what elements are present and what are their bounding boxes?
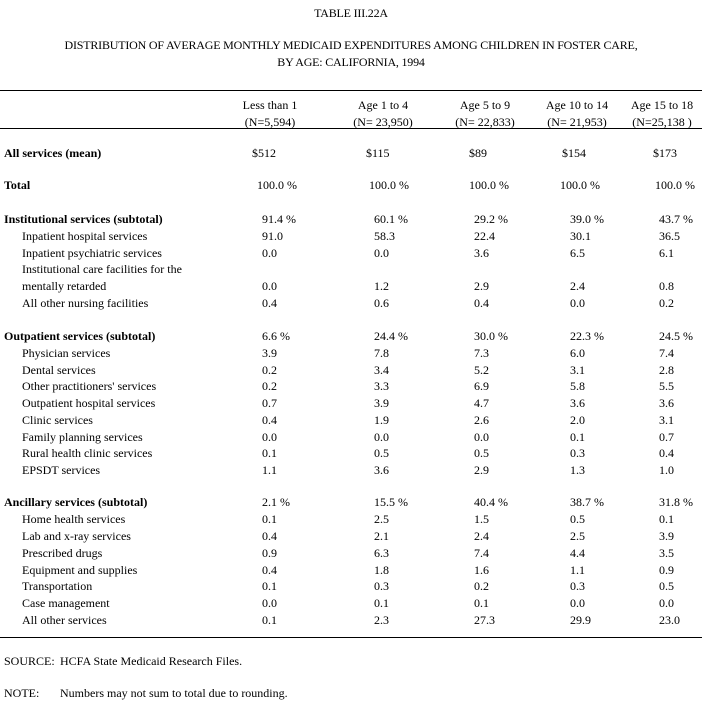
cell: 58.3 [374, 229, 395, 243]
row-label: Home health services [22, 512, 126, 526]
cell: 3.5 [659, 546, 674, 560]
cell: 0.7 [659, 430, 674, 444]
cell: 0.1 [262, 512, 277, 526]
cell: 0.2 [262, 363, 277, 377]
cell: 3.9 [374, 396, 389, 410]
cell: 4.4 [570, 546, 585, 560]
cell: 1.3 [570, 463, 585, 477]
table-row [0, 595, 702, 612]
cell: 3.4 [374, 363, 389, 377]
table-row [0, 612, 702, 629]
table-row-label-continued [0, 261, 702, 278]
top-rule [0, 90, 702, 91]
cell: 2.4 [474, 529, 489, 543]
cell: 3.6 [570, 396, 585, 410]
cell: 3.1 [659, 413, 674, 427]
cell: 0.2 [659, 296, 674, 310]
cell: 3.6 [474, 246, 489, 260]
cell: 3.6 [659, 396, 674, 410]
cell: 0.9 [262, 546, 277, 560]
cell: 0.4 [262, 413, 277, 427]
cell: 7.3 [474, 346, 489, 360]
cell: 7.4 [659, 346, 674, 360]
cell: 39.0 % [570, 212, 604, 226]
cell: 29.9 [570, 613, 591, 627]
cell: $512 [252, 146, 276, 160]
column-header-label: Age 10 to 14 [545, 98, 609, 112]
cell: 0.0 [570, 296, 585, 310]
cell: 6.3 [374, 546, 389, 560]
cell: $173 [653, 146, 677, 160]
table-row [0, 378, 702, 395]
row-label: Total [4, 178, 31, 192]
cell: 2.4 [570, 279, 585, 293]
cell: 6.9 [474, 379, 489, 393]
table-number: TABLE III.22A [314, 6, 388, 20]
cell: 6.1 [659, 246, 674, 260]
row-label: Outpatient services (subtotal) [4, 329, 156, 343]
cell: 0.0 [262, 279, 277, 293]
row-label: Prescribed drugs [22, 546, 103, 560]
cell: 0.0 [262, 430, 277, 444]
cell: 0.1 [374, 596, 389, 610]
cell: 0.9 [659, 563, 674, 577]
cell: 3.9 [659, 529, 674, 543]
cell: 1.0 [659, 463, 674, 477]
note-tag: NOTE: [4, 686, 40, 700]
cell: 0.4 [474, 296, 489, 310]
cell: 6.6 % [262, 329, 290, 343]
cell: 0.3 [570, 579, 585, 593]
source-text: HCFA State Medicaid Research Files. [60, 654, 243, 668]
table-row [0, 462, 702, 479]
row-label: Rural health clinic services [22, 446, 153, 460]
cell: 100.0 % [560, 178, 600, 192]
cell: 1.1 [570, 563, 585, 577]
row-label: Inpatient psychiatric services [22, 246, 162, 260]
cell: 91.0 [262, 229, 283, 243]
cell: 5.8 [570, 379, 585, 393]
table-row [0, 412, 702, 429]
table-row [0, 278, 702, 295]
row-label: Physician services [22, 346, 111, 360]
cell: 1.2 [374, 279, 389, 293]
cell: 2.1 % [262, 495, 290, 509]
row-label: EPSDT services [22, 463, 101, 477]
row-label: Transportation [22, 579, 93, 593]
cell: 0.0 [474, 430, 489, 444]
cell: 1.9 [374, 413, 389, 427]
cell: 7.4 [474, 546, 489, 560]
table-row [0, 228, 702, 245]
cell: 2.9 [474, 463, 489, 477]
row-label: All other nursing facilities [22, 296, 149, 310]
cell: 0.0 [374, 430, 389, 444]
cell: 24.5 % [659, 329, 693, 343]
cell: 2.1 [374, 529, 389, 543]
cell: 24.4 % [374, 329, 408, 343]
cell: 2.3 [374, 613, 389, 627]
row-label: Case management [22, 596, 110, 610]
cell: 5.2 [474, 363, 489, 377]
cell: 100.0 % [469, 178, 509, 192]
cell: 6.5 [570, 246, 585, 260]
table-row-institutional-subtotal [0, 211, 702, 228]
cell: $89 [469, 146, 487, 160]
cell: 22.4 [474, 229, 495, 243]
column-header-n: (N=5,594) [244, 115, 296, 129]
table-row [0, 345, 702, 362]
table-row-all-services [0, 145, 702, 162]
cell: 0.4 [262, 563, 277, 577]
cell: 31.8 % [659, 495, 693, 509]
table-row [0, 245, 702, 262]
table-row [0, 562, 702, 579]
row-label: Outpatient hospital services [22, 396, 156, 410]
cell: 2.5 [570, 529, 585, 543]
row-label: Lab and x-ray services [22, 529, 131, 543]
cell: 22.3 % [570, 329, 604, 343]
table-title-line1: DISTRIBUTION OF AVERAGE MONTHLY MEDICAID EXPENDITURES AMONG CHILDREN IN FOSTER CARE, [64, 38, 638, 52]
cell: 0.5 [374, 446, 389, 460]
row-label: All services (mean) [4, 146, 102, 160]
cell: 0.1 [262, 446, 277, 460]
cell: 0.5 [659, 579, 674, 593]
cell: 2.6 [474, 413, 489, 427]
column-header-label: Age 5 to 9 [459, 98, 511, 112]
column-header-n: (N= 23,950) [353, 115, 413, 129]
cell: 91.4 % [262, 212, 296, 226]
table-row-total [0, 177, 702, 194]
cell: $154 [562, 146, 586, 160]
column-header-n: (N= 22,833) [455, 115, 515, 129]
cell: 2.9 [474, 279, 489, 293]
cell: 0.6 [374, 296, 389, 310]
table-row [0, 295, 702, 312]
cell: 0.0 [659, 596, 674, 610]
note-text: Numbers may not sum to total due to rounding. [60, 686, 288, 700]
cell: 3.6 [374, 463, 389, 477]
table-row [0, 362, 702, 379]
row-label: mentally retarded [22, 279, 107, 293]
cell: 0.1 [262, 613, 277, 627]
cell: $115 [366, 146, 390, 160]
row-label: Dental services [22, 363, 96, 377]
cell: 2.8 [659, 363, 674, 377]
cell: 0.5 [474, 446, 489, 460]
cell: 3.1 [570, 363, 585, 377]
cell: 100.0 % [655, 178, 695, 192]
cell: 36.5 [659, 229, 680, 243]
cell: 40.4 % [474, 495, 508, 509]
cell: 1.8 [374, 563, 389, 577]
column-header-n: (N=25,138 ) [632, 115, 692, 129]
column-header-label: Age 15 to 18 [630, 98, 694, 112]
column-header-n: (N= 21,953) [547, 115, 607, 129]
source-tag: SOURCE: [4, 654, 55, 668]
table-row [0, 511, 702, 528]
table-row [0, 578, 702, 595]
cell: 0.1 [570, 430, 585, 444]
cell: 5.5 [659, 379, 674, 393]
cell: 1.6 [474, 563, 489, 577]
cell: 0.2 [474, 579, 489, 593]
bottom-rule [0, 637, 702, 638]
cell: 7.8 [374, 346, 389, 360]
cell: 1.5 [474, 512, 489, 526]
cell: 0.3 [374, 579, 389, 593]
row-label: Institutional care facilities for the [22, 262, 182, 276]
table-title-line2: BY AGE: CALIFORNIA, 1994 [277, 55, 425, 69]
table-row [0, 545, 702, 562]
cell: 38.7 % [570, 495, 604, 509]
cell: 27.3 [474, 613, 495, 627]
cell: 23.0 [659, 613, 680, 627]
cell: 30.0 % [474, 329, 508, 343]
cell: 6.0 [570, 346, 585, 360]
table-row [0, 445, 702, 462]
cell: 3.3 [374, 379, 389, 393]
table-row [0, 429, 702, 446]
header-rule [0, 128, 702, 129]
cell: 0.2 [262, 379, 277, 393]
cell: 0.4 [262, 529, 277, 543]
row-label: Ancillary services (subtotal) [4, 495, 148, 509]
row-label: Family planning services [22, 430, 143, 444]
cell: 2.5 [374, 512, 389, 526]
row-label: All other services [22, 613, 107, 627]
cell: 43.7 % [659, 212, 693, 226]
table-row [0, 528, 702, 545]
table-row-ancillary-subtotal [0, 494, 702, 511]
cell: 0.7 [262, 396, 277, 410]
cell: 60.1 % [374, 212, 408, 226]
cell: 0.3 [570, 446, 585, 460]
cell: 0.0 [262, 246, 277, 260]
cell: 0.5 [570, 512, 585, 526]
cell: 0.1 [474, 596, 489, 610]
cell: 29.2 % [474, 212, 508, 226]
rounding-note [4, 686, 288, 701]
cell: 0.1 [262, 579, 277, 593]
column-header-label: Less than 1 [242, 98, 298, 112]
cell: 0.0 [570, 596, 585, 610]
cell: 0.1 [659, 512, 674, 526]
cell: 1.1 [262, 463, 277, 477]
cell: 3.9 [262, 346, 277, 360]
row-label: Clinic services [22, 413, 93, 427]
cell: 100.0 % [369, 178, 409, 192]
column-header-label: Age 1 to 4 [357, 98, 409, 112]
row-label: Inpatient hospital services [22, 229, 148, 243]
table-row [0, 395, 702, 412]
cell: 2.0 [570, 413, 585, 427]
cell: 30.1 [570, 229, 591, 243]
cell: 0.0 [262, 596, 277, 610]
row-label: Institutional services (subtotal) [4, 212, 163, 226]
cell: 15.5 % [374, 495, 408, 509]
cell: 100.0 % [257, 178, 297, 192]
row-label: Other practitioners' services [22, 379, 157, 393]
cell: 0.8 [659, 279, 674, 293]
source-note [4, 654, 242, 669]
row-label: Equipment and supplies [22, 563, 138, 577]
cell: 0.4 [262, 296, 277, 310]
cell: 0.4 [659, 446, 674, 460]
cell: 0.0 [374, 246, 389, 260]
cell: 4.7 [474, 396, 489, 410]
table-row-outpatient-subtotal [0, 328, 702, 345]
